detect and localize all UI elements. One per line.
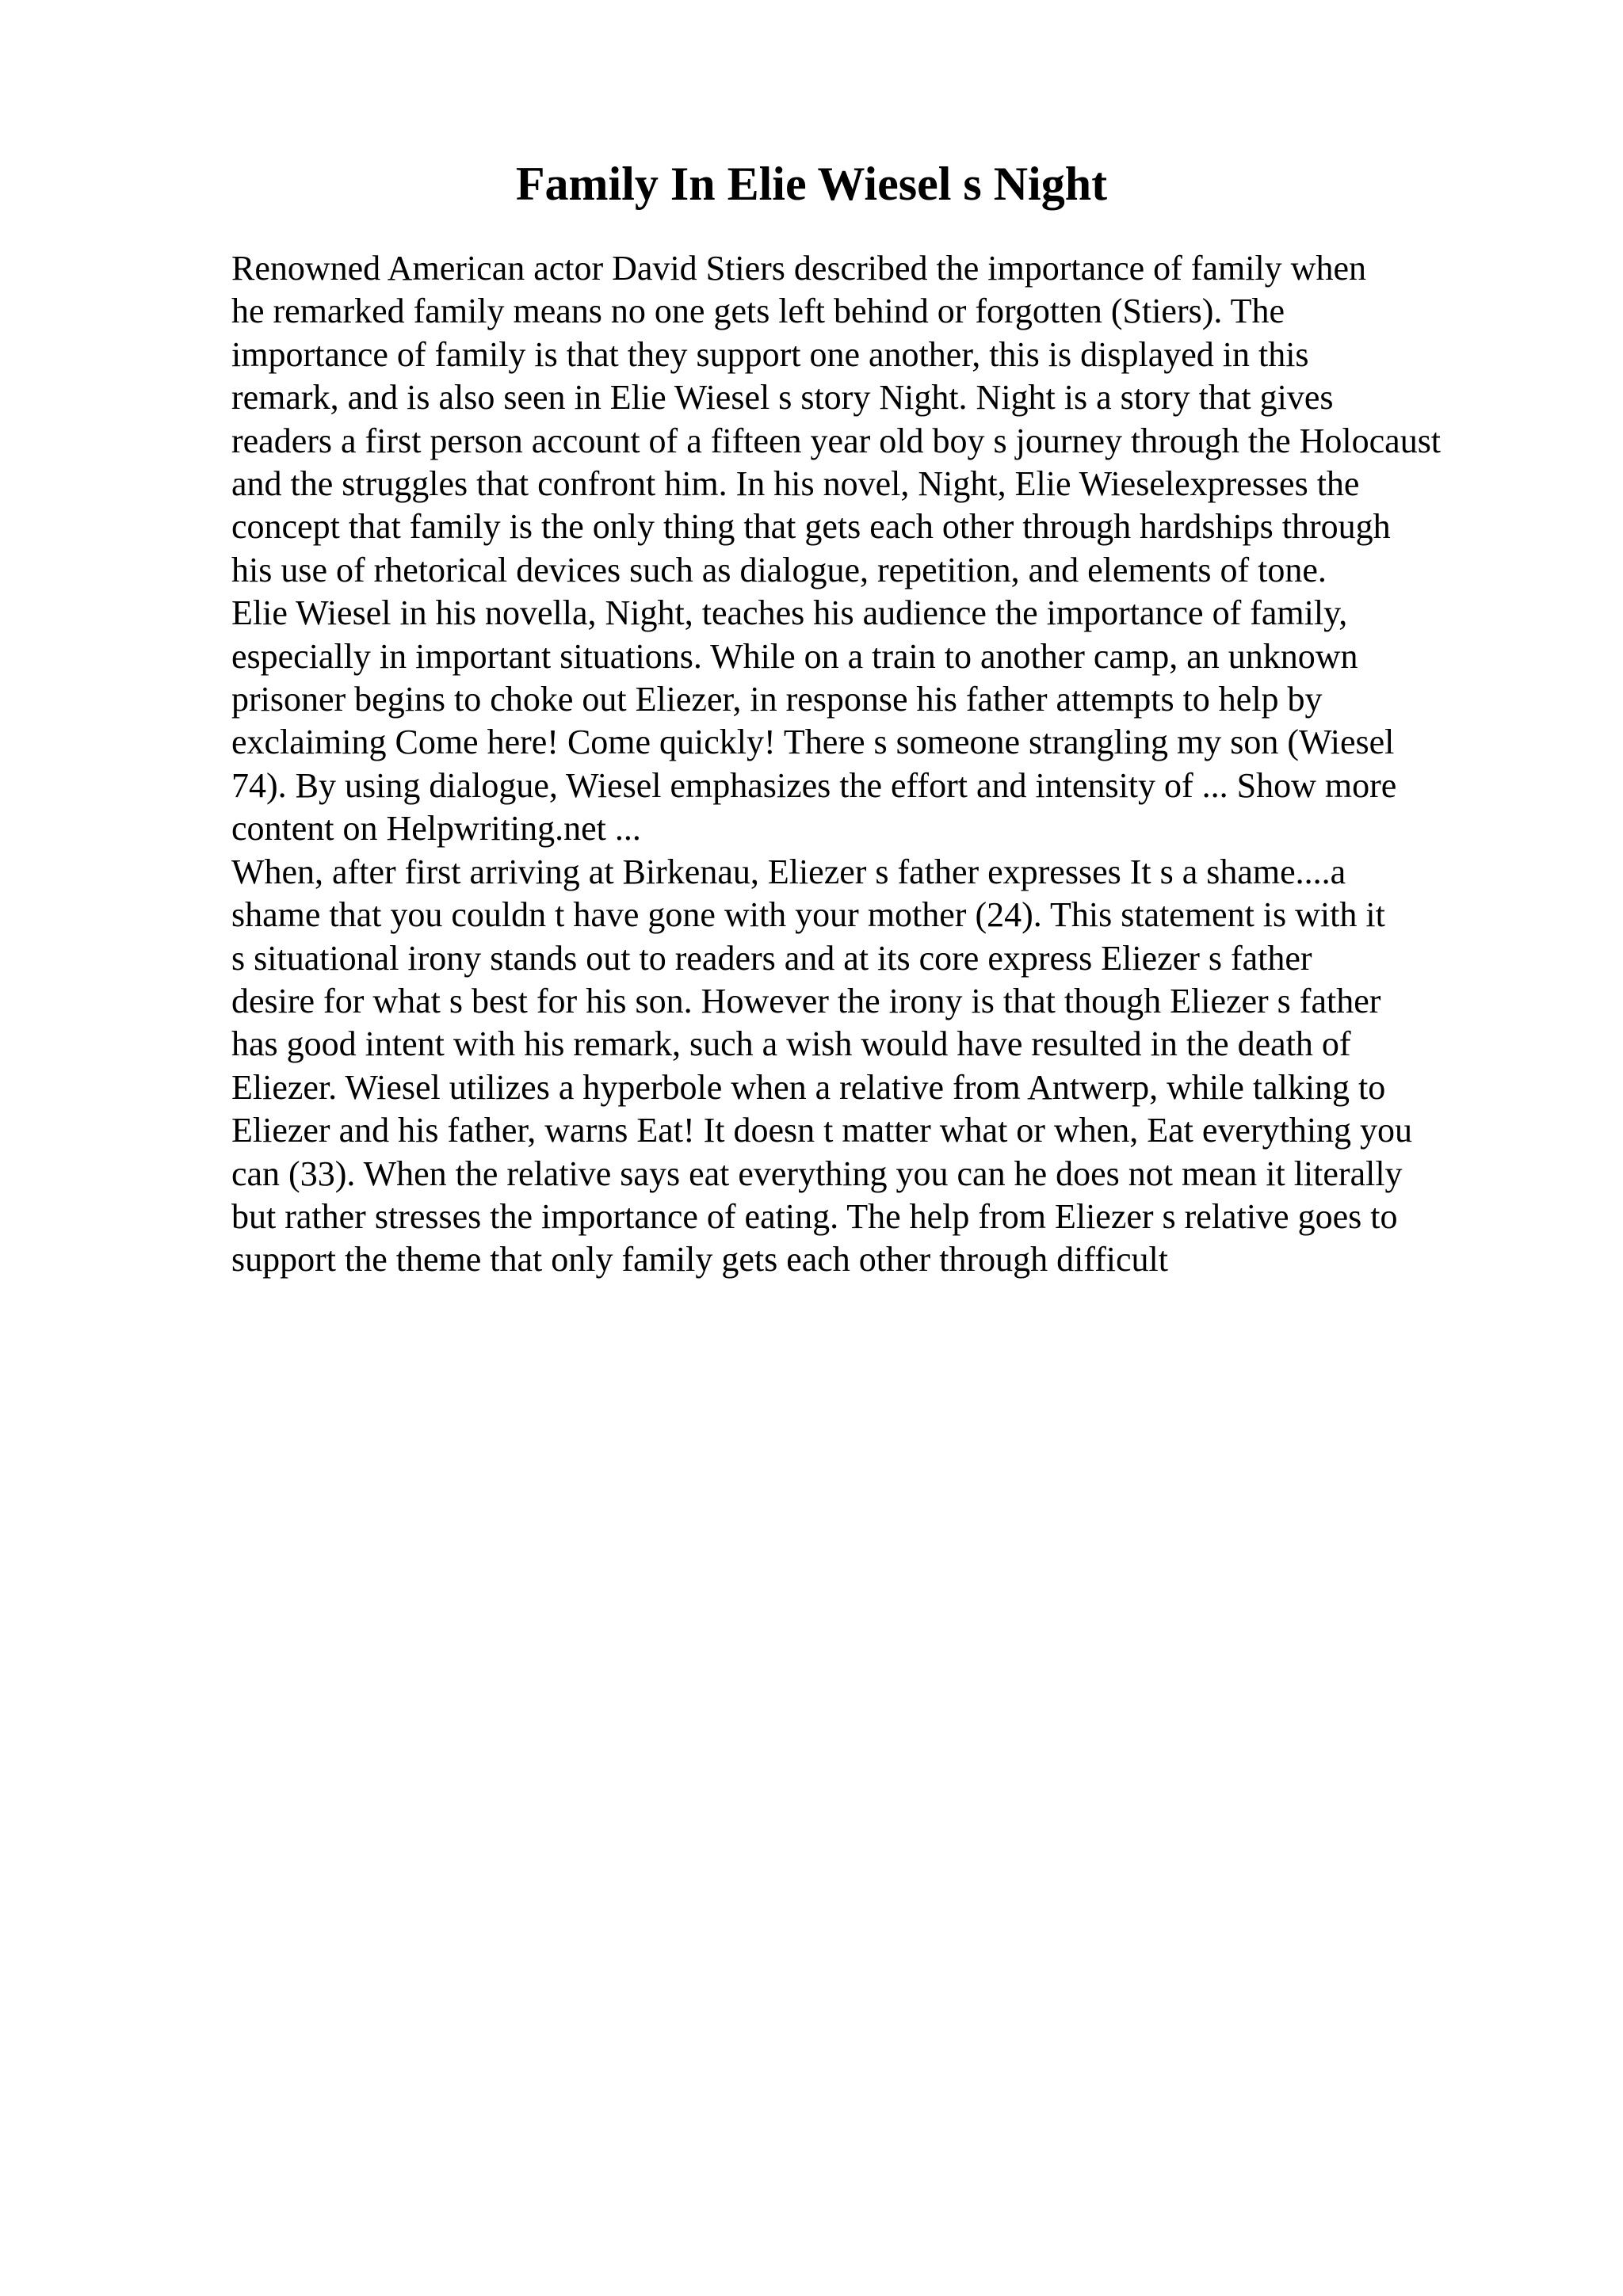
text-line: exclaiming Come here! Come quickly! There s someone strangling my son (Wiesel [231, 723, 1395, 762]
text-line: shame that you couldn t have gone with your mother (24). This statement is with it [231, 895, 1385, 935]
document-body [231, 247, 1594, 1282]
text-line: especially in important situations. While on a train to another camp, an unknown [231, 636, 1358, 676]
text-line: his use of rhetorical devices such as dialogue, repetition, and elements of tone. [231, 550, 1327, 589]
text-line: When, after first arriving at Birkenau, Eliezer s father expresses It s a shame....a [231, 852, 1346, 891]
text-line: desire for what s best for his son. However the irony is that though Eliezer s father [231, 981, 1381, 1020]
document-title: Family In Elie Wiesel s Night [515, 158, 1108, 210]
text-line: and the struggles that confront him. In his novel, Night, Elie Wieselexpresses the [231, 464, 1360, 504]
text-line: can (33). When the relative says eat everything you can he does not mean it literally [231, 1154, 1403, 1193]
text-line: Eliezer. Wiesel utilizes a hyperbole when a relative from Antwerp, while talking to [231, 1067, 1386, 1107]
text-line: importance of family is that they support one another, this is displayed in this [231, 334, 1309, 374]
text-line: 74). By using dialogue, Wiesel emphasizes the effort and intensity of ... Show more [231, 765, 1397, 805]
text-line: but rather stresses the importance of eating. The help from Eliezer s relative goes to [231, 1196, 1398, 1236]
text-line: content on Helpwriting.net ... [231, 809, 641, 849]
text-line: remark, and is also seen in Elie Wiesel s story Night. Night is a story that gives [231, 378, 1334, 418]
text-line: has good intent with his remark, such a wish would have resulted in the death of [231, 1024, 1351, 1064]
text-line: s situational irony stands out to readers and at its core express Eliezer s father [231, 938, 1312, 978]
text-line: Elie Wiesel in his novella, Night, teaches his audience the importance of family, [231, 593, 1348, 633]
text-line: prisoner begins to choke out Eliezer, in response his father attempts to help by [231, 680, 1323, 719]
text-line: support the theme that only family gets each other through difficult [231, 1240, 1169, 1280]
text-line: he remarked family means no one gets left behind or forgotten (Stiers). The [231, 292, 1285, 331]
text-line: readers a first person account of a fifteen year old boy s journey through the Holocaust [231, 421, 1442, 460]
text-line: Renowned American actor David Stiers described the importance of family when [231, 249, 1366, 288]
text-line: concept that family is the only thing that gets each other through hardships through [231, 507, 1391, 547]
text-line: Eliezer and his father, warns Eat! It doesn t matter what or when, Eat everything you [231, 1111, 1413, 1150]
